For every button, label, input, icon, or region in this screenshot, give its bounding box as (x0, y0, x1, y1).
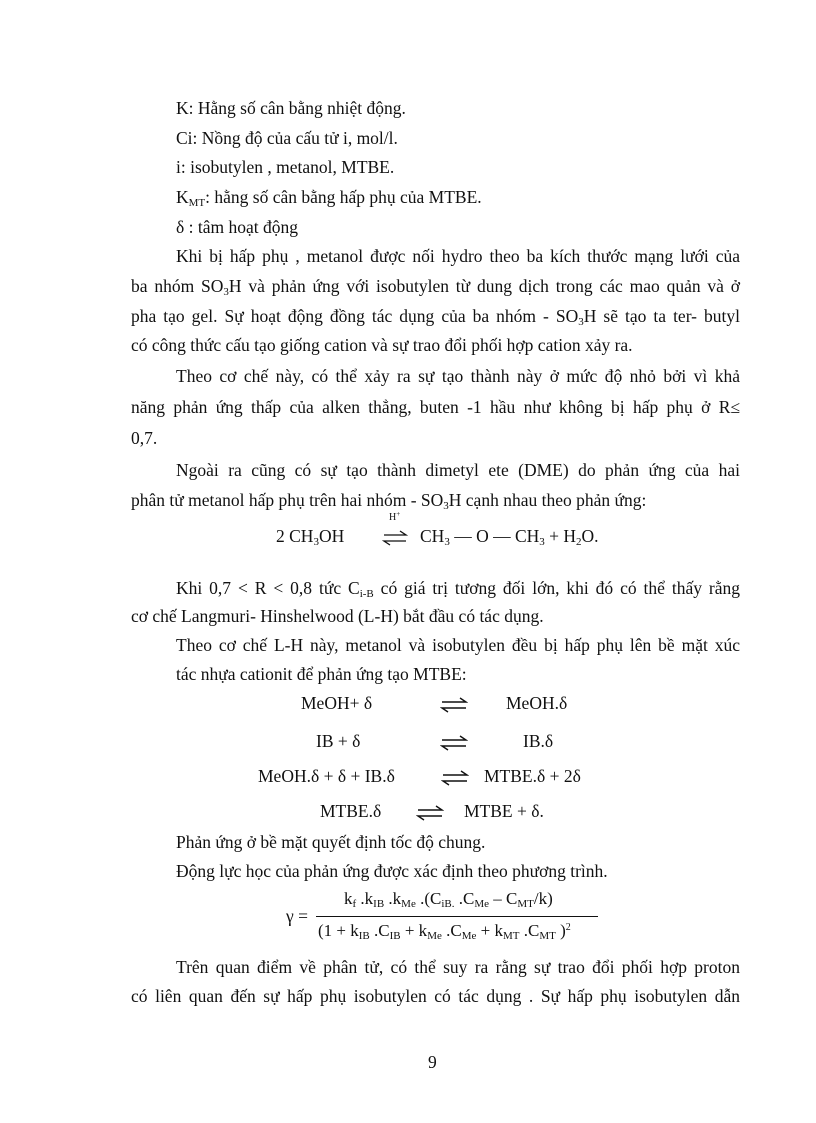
page-number: 9 (428, 1052, 437, 1072)
eq1-catalyst: H+ (389, 510, 401, 523)
eq1-right: $CH_3$ — O — $CH_3 + H_2O$. (420, 526, 599, 548)
reaction-4-left: MTBE.δ (320, 801, 382, 821)
reaction-3-left: MeOH.δ + δ + IB.δ (258, 766, 395, 786)
rate-equation-lhs: γ = (286, 906, 308, 926)
reaction-4-right: MTBE + δ. (464, 801, 544, 821)
para3-line2: phân tử metanol hấp phụ trên hai nhóm - $SO_3H$ cạnh nhau theo phản ứng: (131, 490, 647, 512)
reaction-1-left: MeOH+ δ (301, 693, 373, 713)
para1-line1: Khi bị hấp phụ , metanol được nối hydro theo ba kích thước mạng lưới của (176, 246, 740, 266)
para2-line3: 0,7. (131, 428, 158, 448)
para1-line2: ba nhóm $SO_3H$ và phản ứng với isobutylen từ dung dịch trong các mao quản và ở (131, 276, 741, 298)
para3-line1: Ngoài ra cũng có sự tạo thành dimetyl ete (DME) do phản ứng của hai (176, 460, 740, 480)
para6-line2: Động lực học của phản ứng được xác định theo phương trình. (176, 861, 608, 881)
para2-line2: năng phản ứng thấp của alken thẳng, buten -1 hầu như không bị hấp phụ ở R≤ (131, 397, 740, 417)
def-delta: δ : tâm hoạt động (176, 217, 298, 237)
equilibrium-arrow-icon (440, 697, 468, 713)
para6-line1: Phản ứng ở bề mặt quyết định tốc độ chung. (176, 832, 486, 852)
para1-line3: pha tạo gel. Sự hoạt động đồng tác dụng của ba nhóm - $SO_3H$ sẽ tạo ta ter- butyl (131, 306, 740, 328)
para7-line1: Trên quan điểm về phân tử, có thể suy ra rằng sự trao đổi phối hợp proton (176, 957, 740, 977)
reaction-2-right: IB.δ (523, 731, 554, 751)
equilibrium-arrow-icon (382, 530, 408, 546)
para1-line4: có công thức cấu tạo giống cation và sự trao đổi phối hợp cation xảy ra. (131, 335, 633, 355)
def-ci: Ci: Nồng độ của cấu tử i, mol/l. (176, 128, 398, 148)
equilibrium-arrow-icon (416, 805, 444, 821)
def-k: K: Hằng số cân bằng nhiệt động. (176, 98, 406, 118)
rate-equation (286, 888, 596, 948)
para2-line1: Theo cơ chế này, có thể xảy ra sự tạo thành này ở mức độ nhỏ bởi vì khả (176, 366, 740, 386)
def-kmt: $K_{MT}$: hằng số cân bằng hấp phụ của MTBE. (176, 187, 482, 209)
eq1-left: 2 $CH_3OH$ (276, 526, 345, 548)
equilibrium-arrow-icon (441, 770, 469, 786)
para4-line2: cơ chế Langmuri- Hinshelwood (L-H) bắt đầu có tác dụng. (131, 606, 544, 626)
reaction-1-right: MeOH.δ (506, 693, 568, 713)
def-i: i: isobutylen , metanol, MTBE. (176, 157, 395, 177)
para7-line2: có liên quan đến sự hấp phụ isobutylen có tác dụng . Sự hấp phụ isobutylen dẫn (131, 986, 740, 1006)
para5-line2: tác nhựa cationit để phản ứng tạo MTBE: (176, 664, 467, 684)
para4-line1: Khi 0,7 < R < 0,8 tức $C_{i-B}$ có giá trị tương đối lớn, khi đó có thể thấy rằng (176, 578, 740, 600)
reaction-2-left: IB + δ (316, 731, 361, 751)
rate-equation-denominator: ($1 + k_{IB}$ $.C_{IB} + k_{Me}$ $.C_{Me} + k_{MT}$ $.C_{MT}$ )$^2$ (318, 921, 571, 942)
equilibrium-arrow-icon (440, 735, 468, 751)
reaction-3-right: MTBE.δ + 2δ (484, 766, 581, 786)
para5-line1: Theo cơ chế L-H này, metanol và isobutylen đều bị hấp phụ lên bề mặt xúc (176, 635, 740, 655)
fraction-bar (316, 916, 598, 917)
rate-equation-numerator: $k_f$ $.k_{IB}$ $.k_{Me}$ $.(C_{iB.}$ $.C_{Me} - C_{MT}/k$) (344, 889, 553, 910)
